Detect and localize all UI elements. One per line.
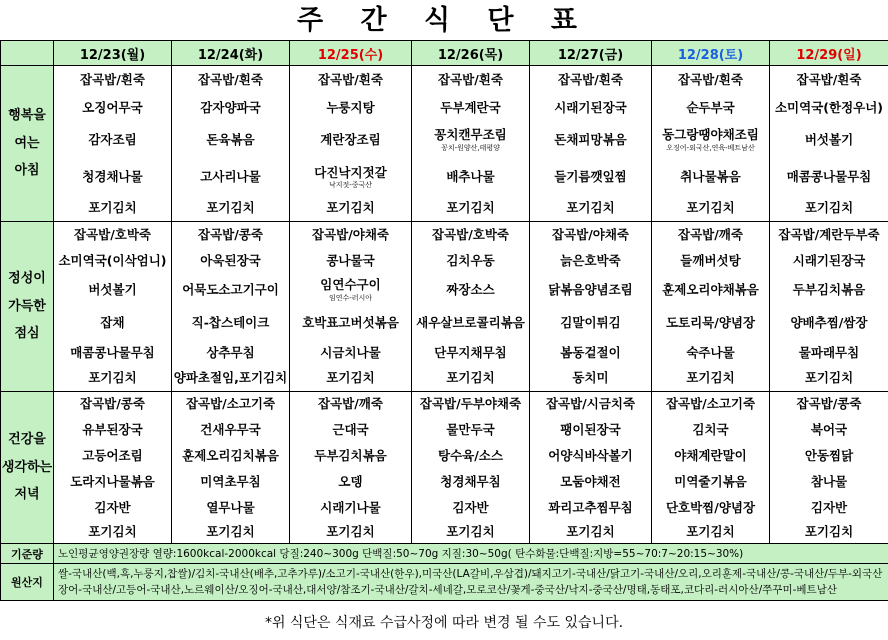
meal-label-line: 가득한 (8, 298, 46, 314)
dish-item (290, 248, 411, 274)
menu-cell (652, 222, 770, 392)
dish-name: 감자조림 (88, 131, 137, 147)
menu-cell (172, 66, 290, 222)
weekly-menu-table (0, 40, 888, 601)
dish-item (652, 366, 769, 391)
date-header: 12/23(월) (54, 41, 172, 66)
dish-item (172, 443, 289, 469)
meal-row (1, 392, 888, 544)
dish-item (530, 95, 651, 121)
dish-name: 소미역국(이삭엄니) (58, 252, 167, 268)
dish-item (652, 66, 769, 95)
dish-name: 두부계란국 (440, 99, 501, 115)
dish-name: 양배추찜/쌈장 (790, 314, 868, 330)
dish-item (54, 222, 171, 248)
meal-row (1, 66, 888, 222)
dish-name: 북어국 (810, 421, 848, 437)
dish-item (172, 469, 289, 495)
menu-cell (412, 222, 530, 392)
dish-name: 잡곡밥/소고기죽 (665, 396, 756, 412)
dish-item (530, 66, 651, 95)
dish-name: 잡곡밥/흰죽 (558, 72, 623, 88)
dish-name: 미역초무침 (200, 473, 261, 489)
dish-item (652, 306, 769, 340)
dish-item (290, 159, 411, 196)
date-header: 12/26(목) (412, 41, 530, 66)
dish-item (54, 306, 171, 340)
dish-name: 고등어조림 (82, 447, 143, 463)
dish-item (652, 121, 769, 159)
dish-name: 안동찜닭 (804, 447, 854, 463)
menu-cell (290, 66, 412, 222)
dish-name: 도라지나물볶음 (70, 473, 155, 489)
dish-name: 돈육볶음 (206, 131, 255, 147)
dish-name: 김말이튀김 (560, 314, 621, 330)
meal-label (1, 66, 54, 222)
dish-item (290, 366, 411, 391)
dish-name: 포기김치 (326, 524, 375, 540)
date-header-row (1, 41, 888, 66)
dish-name: 유부된장국 (82, 421, 143, 437)
dish-item (54, 522, 171, 543)
dish-item (530, 222, 651, 248)
dish-item (54, 196, 171, 221)
dish-name: 김자반 (810, 500, 848, 516)
dish-item (172, 274, 289, 306)
dish-name: 잡곡밥/호박죽 (73, 226, 152, 242)
dish-item (412, 222, 529, 248)
date-header: 12/28(토) (652, 41, 770, 66)
dish-name: 김치국 (692, 421, 729, 437)
dish-name: 포기김치 (804, 370, 854, 386)
dish-name: 상추무침 (206, 344, 255, 360)
dish-name: 포기김치 (446, 524, 495, 540)
dish-name: 잡곡밥/흰죽 (438, 72, 503, 88)
dish-name: 열무나물 (206, 500, 255, 516)
dish-name: 짜장소스 (446, 281, 495, 297)
dish-name: 잡곡밥/소고기죽 (185, 396, 276, 412)
dish-item (530, 196, 651, 221)
dish-name: 잡곡밥/흰죽 (80, 72, 145, 88)
menu-cell (290, 222, 412, 392)
dish-item (530, 248, 651, 274)
dish-item (172, 248, 289, 274)
dish-item (412, 306, 529, 340)
dish-item (172, 196, 289, 221)
dish-item (412, 340, 529, 366)
dish-name: 잡곡밥/콩죽 (80, 396, 145, 412)
dish-item (530, 417, 651, 443)
change-notice: *위 식단은 식재료 수급사정에 따라 변경 될 수도 있습니다. (264, 615, 624, 631)
dish-name: 포기김치 (326, 200, 375, 216)
dish-item (652, 159, 769, 196)
dish-name: 시래기된장국 (792, 252, 866, 268)
dish-item (530, 443, 651, 469)
dish-item (530, 366, 651, 391)
dish-item (54, 95, 171, 121)
dish-item (412, 248, 529, 274)
dish-name: 포기김치 (88, 524, 137, 540)
dish-item (290, 196, 411, 221)
dish-item (54, 366, 171, 391)
dish-name: 포기김치 (566, 524, 615, 540)
dish-name: 늙은호박죽 (560, 252, 621, 268)
dish-name: 포기김치 (686, 524, 735, 540)
dish-name: 팽이된장국 (560, 421, 621, 437)
dish-item (770, 248, 888, 274)
dish-name: 잡곡밥/콩죽 (796, 396, 862, 412)
dish-item (770, 196, 888, 221)
dish-name: 순두부국 (686, 99, 735, 115)
dish-item (290, 121, 411, 159)
dish-item (290, 95, 411, 121)
menu-cell (530, 66, 652, 222)
dish-item (290, 522, 411, 543)
meal-label-line: 점심 (14, 326, 40, 342)
dish-name: 탕수육/소스 (438, 447, 503, 463)
dish-name: 호박표고버섯볶음 (302, 314, 399, 330)
dish-item (770, 340, 888, 366)
menu-cell (530, 392, 652, 544)
dish-item (770, 306, 888, 340)
dish-item (530, 274, 651, 306)
dish-name: 들기름깻잎찜 (554, 169, 627, 185)
dish-name: 임연수구이 (320, 277, 381, 293)
dish-name: 동치미 (572, 370, 609, 386)
dish-item (770, 222, 888, 248)
dish-item (412, 366, 529, 391)
dish-name: 취나물볶음 (680, 169, 741, 185)
meal-row (1, 222, 888, 392)
dish-item (412, 469, 529, 495)
dish-name: 포기김치 (88, 370, 137, 386)
dish-item (770, 274, 888, 306)
dish-name: 시래기된장국 (554, 99, 627, 115)
dish-name: 잡곡밥/호박죽 (431, 226, 510, 242)
dish-name: 물만두국 (446, 421, 495, 437)
dish-item (652, 196, 769, 221)
dish-item (652, 392, 769, 417)
standard-label: 기준량 (1, 544, 54, 564)
dish-item (770, 366, 888, 391)
dish-item (652, 222, 769, 248)
menu-cell (290, 392, 412, 544)
dish-name: 단무지채무침 (434, 344, 507, 360)
dish-item (54, 392, 171, 417)
dish-item (770, 522, 888, 543)
meal-label (1, 392, 54, 544)
dish-name: 모둠야채전 (560, 473, 621, 489)
dish-item (172, 159, 289, 196)
dish-name: 김자반 (452, 500, 489, 516)
dish-name: 닭볶음양념조림 (548, 281, 633, 297)
origin-text: 쌀-국내산(백,흑,누룽지,찹쌀)/김치-국내산(배추,고추가루)/소고기-국내산(한우),미국산(LA갈비,우삼겹)/돼지고기-국내산/닭고기-국내산/오리,오리훈제-국내산/콩-국내산/두부-외국산 장어-국내산/고등어-국내산,노르웨이산/오징어-국내산,대서양/참조기-국내산/갈치-세네갈,모로코산/꽃게-중국산/낙지-중국산/명태,동태포,코다리-러시아산/쭈꾸미-베트남산 (54, 564, 888, 601)
dish-item (770, 121, 888, 159)
dish-item (172, 66, 289, 95)
dish-item (530, 495, 651, 522)
dish-item (54, 495, 171, 522)
dish-name: 직-찹스테이크 (191, 314, 270, 330)
dish-item (530, 522, 651, 543)
dish-item (412, 196, 529, 221)
dish-name: 잡곡밥/야채죽 (551, 226, 630, 242)
dish-name: 근대국 (332, 421, 369, 437)
dish-item (290, 340, 411, 366)
dish-name: 훈제오리야채볶음 (662, 281, 759, 297)
dish-name: 다진낙지젓갈 (314, 164, 387, 180)
menu-cell (172, 392, 290, 544)
dish-name: 단호박찜/양념장 (665, 500, 756, 516)
dish-name: 청경채무침 (440, 473, 501, 489)
dish-item (172, 366, 289, 391)
dish-item (530, 306, 651, 340)
menu-cell (530, 222, 652, 392)
dish-name: 포기김치 (686, 200, 735, 216)
dish-item (652, 95, 769, 121)
dish-name: 잡채 (100, 314, 125, 330)
dish-name: 소미역국(한정우너) (774, 99, 884, 115)
meal-label-line: 저녁 (14, 487, 40, 503)
dish-name: 두부김치볶음 (314, 447, 387, 463)
dish-item (290, 274, 411, 306)
dish-item (54, 469, 171, 495)
meal-label (1, 222, 54, 392)
dish-name: 포기김치 (446, 370, 495, 386)
dish-item (54, 443, 171, 469)
dish-name: 고사리나물 (200, 169, 261, 185)
dish-item (290, 443, 411, 469)
dish-name: 배추나물 (446, 169, 495, 185)
origin-note: 꽁치-원양산,태평양 (441, 143, 500, 152)
dish-name: 잡곡밥/콩죽 (198, 226, 263, 242)
menu-cell (770, 392, 888, 544)
dish-name: 포기김치 (566, 200, 615, 216)
dish-item (412, 392, 529, 417)
meal-label-line: 정성이 (8, 271, 46, 287)
dish-item (172, 340, 289, 366)
dish-name: 건새우무국 (200, 421, 261, 437)
dish-name: 물파래무침 (798, 344, 860, 360)
dish-item (172, 222, 289, 248)
dish-name: 잡곡밥/흰죽 (318, 72, 383, 88)
dish-name: 숙주나물 (686, 344, 735, 360)
dish-item (290, 392, 411, 417)
dish-name: 감자양파국 (200, 99, 261, 115)
standard-text: 노인평균영양권장량 열량:1600kcal-2000kcal 당질:240~300g 단백질:50~70g 지질:30~50g( 탄수화물:단백질:지방=55~70:7~20:15~30%) (54, 544, 888, 564)
dish-name: 시래기나물 (320, 500, 381, 516)
menu-cell (770, 66, 888, 222)
dish-item (290, 469, 411, 495)
dish-name: 시금치나물 (320, 344, 381, 360)
dish-name: 누룽지탕 (326, 99, 375, 115)
dish-name: 돈채피망볶음 (554, 131, 627, 147)
dish-name: 아욱된장국 (200, 252, 261, 268)
dish-item (530, 121, 651, 159)
dish-item (54, 274, 171, 306)
menu-cell (770, 222, 888, 392)
dish-item (54, 66, 171, 95)
dish-item (770, 392, 888, 417)
dish-name: 동그랑땡야채조림 (662, 127, 759, 143)
date-header: 12/24(화) (172, 41, 290, 66)
dish-name: 참나물 (810, 473, 848, 489)
meal-label-line: 생각하는 (1, 459, 53, 475)
dish-item (172, 522, 289, 543)
dish-name: 포기김치 (686, 370, 735, 386)
dish-item (412, 121, 529, 159)
dish-item (530, 340, 651, 366)
dish-name: 포기김치 (206, 524, 255, 540)
date-header: 12/29(일) (770, 41, 888, 66)
menu-cell (412, 66, 530, 222)
dish-item (652, 248, 769, 274)
origin-note: 낙지젓-중국산 (328, 181, 373, 190)
dish-item (54, 159, 171, 196)
dish-name: 잡곡밥/두부야채죽 (419, 396, 522, 412)
dish-item (290, 66, 411, 95)
dish-item (770, 417, 888, 443)
dish-item (172, 121, 289, 159)
dish-name: 꽈리고추찜무침 (548, 500, 633, 516)
menu-cell (652, 392, 770, 544)
dish-name: 오징어무국 (82, 99, 143, 115)
dish-name: 김자반 (94, 500, 131, 516)
dish-item (770, 95, 888, 121)
meal-label-line: 아침 (14, 163, 40, 179)
dish-name: 계란장조림 (320, 131, 381, 147)
dish-item (652, 340, 769, 366)
dish-name: 새우살브로콜리볶음 (416, 314, 525, 330)
dish-name: 봄동겉절이 (560, 344, 621, 360)
menu-cell (54, 222, 172, 392)
dish-item (652, 417, 769, 443)
dish-item (290, 495, 411, 522)
corner-cell (1, 41, 54, 66)
dish-item (172, 495, 289, 522)
origin-label: 원산지 (1, 564, 54, 601)
dish-item (770, 443, 888, 469)
dish-name: 잡곡밥/계란두부죽 (778, 226, 880, 242)
dish-name: 도토리묵/양념장 (665, 314, 756, 330)
dish-name: 어묵도소고기구이 (182, 281, 279, 297)
dish-name: 포기김치 (206, 200, 255, 216)
dish-item (412, 159, 529, 196)
dish-name: 포기김치 (804, 200, 854, 216)
dish-name: 잡곡밥/흰죽 (796, 72, 862, 88)
dish-item (54, 121, 171, 159)
page-title: 주 간 식 단 표 (296, 5, 591, 36)
dish-item (770, 469, 888, 495)
dish-name: 두부김치볶음 (792, 281, 866, 297)
dish-item (652, 522, 769, 543)
dish-name: 잡곡밥/흰죽 (678, 72, 743, 88)
origin-note: 오징어-외국산,연육-베트남산 (666, 143, 755, 152)
dish-item (530, 469, 651, 495)
dish-name: 훈제오리김치볶음 (182, 447, 279, 463)
meal-label-line: 행복을 (8, 108, 46, 124)
dish-name: 김치우동 (446, 252, 495, 268)
dish-name: 매콤콩나물무침 (70, 344, 155, 360)
dish-item (412, 274, 529, 306)
dish-item (412, 66, 529, 95)
dish-name: 매콤콩나물무침 (786, 169, 872, 185)
meal-label-line: 건강을 (8, 432, 46, 448)
dish-item (412, 95, 529, 121)
date-header: 12/27(금) (530, 41, 652, 66)
origin-note: 임연수-러시아 (328, 293, 373, 302)
dish-name: 양파초절임,포기김치 (173, 370, 288, 386)
dish-item (54, 340, 171, 366)
dish-item (290, 306, 411, 340)
dish-name: 포기김치 (804, 524, 854, 540)
dish-name: 콩나물국 (326, 252, 375, 268)
dish-item (172, 417, 289, 443)
dish-item (172, 306, 289, 340)
dish-item (412, 417, 529, 443)
menu-cell (172, 222, 290, 392)
dish-item (530, 392, 651, 417)
dish-name: 잡곡밥/시금치죽 (545, 396, 636, 412)
dish-name: 꽁치캔무조림 (434, 127, 507, 143)
dish-name: 포기김치 (88, 200, 137, 216)
dish-item (652, 469, 769, 495)
dish-item (412, 495, 529, 522)
menu-cell (652, 66, 770, 222)
dish-item (54, 248, 171, 274)
dish-item (770, 159, 888, 196)
dish-name: 오뎅 (338, 473, 363, 489)
dish-name: 포기김치 (446, 200, 495, 216)
meal-label-line: 여는 (14, 135, 40, 151)
dish-item (172, 392, 289, 417)
menu-cell (54, 392, 172, 544)
dish-item (412, 522, 529, 543)
menu-cell (54, 66, 172, 222)
dish-item (652, 495, 769, 522)
dish-name: 포기김치 (326, 370, 375, 386)
dish-item (172, 95, 289, 121)
dish-item (652, 274, 769, 306)
dish-item (770, 495, 888, 522)
dish-name: 잡곡밥/야채죽 (311, 226, 390, 242)
menu-cell (412, 392, 530, 544)
dish-item (290, 222, 411, 248)
dish-item (652, 443, 769, 469)
dish-item (412, 443, 529, 469)
dish-name: 미역줄기볶음 (674, 473, 747, 489)
dish-name: 잡곡밥/깨죽 (678, 226, 743, 242)
dish-name: 야채계란말이 (674, 447, 747, 463)
dish-item (54, 417, 171, 443)
dish-item (530, 159, 651, 196)
date-header: 12/25(수) (290, 41, 412, 66)
dish-name: 잡곡밥/흰죽 (198, 72, 263, 88)
dish-name: 들깨버섯탕 (680, 252, 741, 268)
dish-item (290, 417, 411, 443)
dish-name: 청경채나물 (82, 169, 143, 185)
dish-name: 어양식바삭볼기 (548, 447, 633, 463)
dish-name: 버섯볼기 (88, 281, 137, 297)
dish-item (770, 66, 888, 95)
dish-name: 잡곡밥/깨죽 (318, 396, 383, 412)
dish-name: 버섯볼기 (804, 131, 854, 147)
